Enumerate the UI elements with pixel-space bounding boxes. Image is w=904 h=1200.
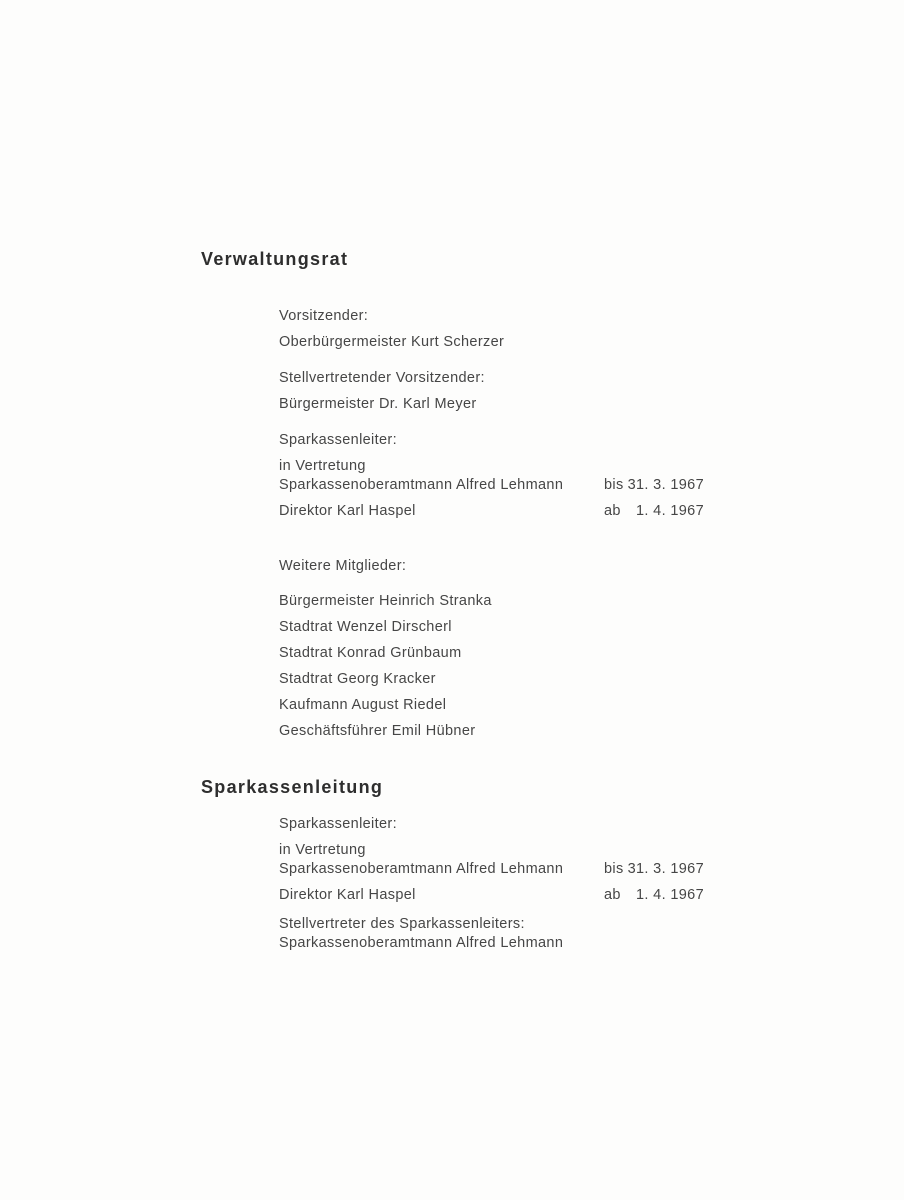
director-entry-row — [279, 860, 704, 879]
role-label-sparkassenleiter: Sparkassenleiter: — [279, 432, 397, 448]
director-entry-row — [279, 886, 704, 905]
person-name-lehmann: Sparkassenoberamtmann Alfred Lehmann — [279, 477, 564, 493]
role-label-stellv-vorsitzender: Stellvertretender Vorsitzender: — [279, 370, 485, 386]
date-qualifier: ab — [604, 887, 621, 903]
director-entry-row — [279, 476, 704, 495]
person-name-haspel: Direktor Karl Haspel — [279, 503, 416, 519]
member-name: Geschäftsführer Emil Hübner — [279, 723, 476, 739]
role-label-vorsitzender: Vorsitzender: — [279, 308, 369, 324]
date-column — [604, 502, 704, 521]
director-entry-row — [279, 502, 704, 521]
date-column — [604, 886, 704, 905]
date-column — [604, 860, 704, 879]
note-in-vertretung: in Vertretung — [279, 842, 366, 858]
date-qualifier: bis — [604, 861, 624, 877]
date-value: 1. 4. 1967 — [636, 503, 704, 519]
section-title-sparkassenleitung: Sparkassenleitung — [201, 777, 384, 797]
person-name-lehmann: Sparkassenoberamtmann Alfred Lehmann — [279, 861, 564, 877]
member-name: Stadtrat Georg Kracker — [279, 671, 436, 687]
note-in-vertretung: in Vertretung — [279, 458, 366, 474]
role-label-weitere-mitglieder: Weitere Mitglieder: — [279, 558, 407, 574]
member-name: Stadtrat Konrad Grünbaum — [279, 645, 462, 661]
date-value: 31. 3. 1967 — [627, 861, 704, 877]
date-qualifier: bis — [604, 477, 624, 493]
person-name-haspel: Direktor Karl Haspel — [279, 887, 416, 903]
role-label-sparkassenleiter: Sparkassenleiter: — [279, 816, 397, 832]
date-qualifier: ab — [604, 503, 621, 519]
person-name-chairman: Oberbürgermeister Kurt Scherzer — [279, 334, 505, 350]
person-name-deputy: Sparkassenoberamtmann Alfred Lehmann — [279, 935, 564, 951]
date-value: 31. 3. 1967 — [627, 477, 704, 493]
person-name-deputy-chairman: Bürgermeister Dr. Karl Meyer — [279, 396, 477, 412]
member-name: Kaufmann August Riedel — [279, 697, 447, 713]
section-title-verwaltungsrat: Verwaltungsrat — [201, 249, 349, 269]
date-column — [604, 476, 704, 495]
date-value: 1. 4. 1967 — [636, 887, 704, 903]
role-label-stellvertreter: Stellvertreter des Sparkassenleiters: — [279, 916, 525, 932]
member-name: Stadtrat Wenzel Dirscherl — [279, 619, 452, 635]
member-name: Bürgermeister Heinrich Stranka — [279, 593, 492, 609]
